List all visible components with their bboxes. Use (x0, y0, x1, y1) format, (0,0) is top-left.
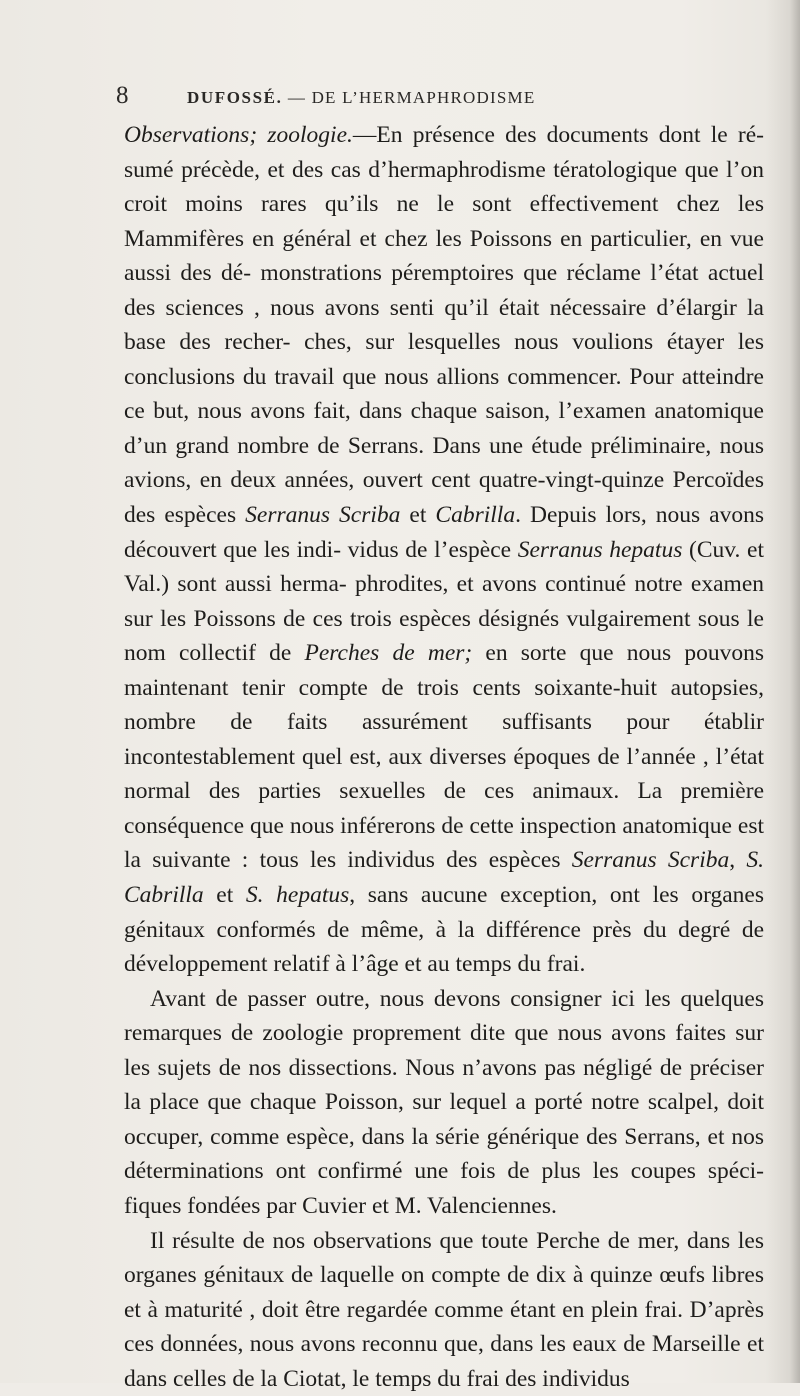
paragraph-3 (124, 1224, 764, 1396)
text-segment: et (204, 882, 246, 908)
text-segment: Cabrilla (435, 502, 515, 528)
text-segment: et (400, 502, 435, 528)
body-text (124, 118, 764, 1396)
text-segment: S. Cabrilla (124, 847, 764, 908)
paragraph-2 (124, 982, 764, 1224)
page-number: 8 (116, 82, 129, 110)
header-separator: — (282, 88, 311, 107)
text-segment: Serranus hepatus (518, 537, 683, 563)
text-segment: . Depuis lors, nous avons découvert que les indi- vidus de l’espèce (124, 502, 764, 563)
text-segment: S. hepatus (246, 882, 349, 908)
text-segment: Perches de mer; (305, 640, 473, 666)
page-edge-shadow (766, 0, 800, 1383)
text-segment: en sorte que nous pouvons maintenant tenir compte de trois cents soixante-huit autopsies, nombre de faits assurément suffisants pour établir incontestablement quel est, aux diverses époques de l’année , l’état normal des parties sexuelles de ces animaux. La première conséquence que nous inférerons de cette inspection anatomique est la suivante : tous les individus des espèces (124, 640, 764, 873)
text-segment: (Cuv. et Val.) sont aussi herma- phrodites, et avons continué notre examen sur les Poissons de ces trois espèces désignés vulgairement sous le nom collectif de (124, 537, 764, 667)
header-title: DE L’HERMAPHRODISME (312, 88, 536, 107)
text-segment: Avant de passer outre, nous devons consigner ici les quelques remarques de zoologie proprement dite que nous avons faites sur les sujets de nos dissections. Nous n’avons pas négligé de préciser la place que chaque Poisson, sur lequel a porté notre scalpel, doit occuper, comme espèce, dans la série générique des Serrans, et nos déterminations ont confirmé une fois de plus les coupes spéci- fiques fondées par Cuvier et M. Valenciennes. (124, 986, 764, 1219)
running-header (0, 82, 800, 112)
text-segment: Observations; zoologie. (124, 122, 353, 148)
text-segment: Il résulte de nos observations que toute Perche de mer, dans les organes génitaux de laquelle on compte de dix à quinze œufs libres et à maturité , doit être regardée comme étant en plein frai. D’après ces données, nous avons reconnu que, dans les eaux de Marseille et dans celles de la Ciotat, le temps du frai des individus (124, 1228, 764, 1392)
text-segment: , sans aucune exception, ont les organes génitaux conformés de même, à la différence près du degré de développement relatif à l’âge et au temps du frai. (124, 882, 764, 977)
text-segment: , (729, 847, 746, 873)
text-segment: Serranus Scriba (572, 847, 729, 873)
paragraph-1 (124, 118, 764, 982)
text-segment: —En présence des documents dont le ré- sumé précède, et des cas d’hermaphrodisme tératologique que l’on croit moins rares qu’ils ne le sont effectivement chez les Mammifères en général et chez les Poissons en particulier, en vue aussi des dé- monstrations péremptoires que réclame l’état actuel des sciences , nous avons senti qu’il était nécessaire d’élargir la base des recher- ches, sur lesquelles nous voulions étayer les conclusions du travail que nous allions commencer. Pour atteindre ce but, nous avons fait, dans chaque saison, l’examen anatomique d’un grand nombre de Serrans. Dans une étude préliminaire, nous avions, en deux années, ouvert cent quatre-vingt-quinze Percoïdes des espèces (124, 122, 764, 528)
running-title (187, 88, 535, 108)
header-author: DUFOSSÉ. (187, 88, 282, 107)
text-segment: Serranus Scriba (245, 502, 400, 528)
